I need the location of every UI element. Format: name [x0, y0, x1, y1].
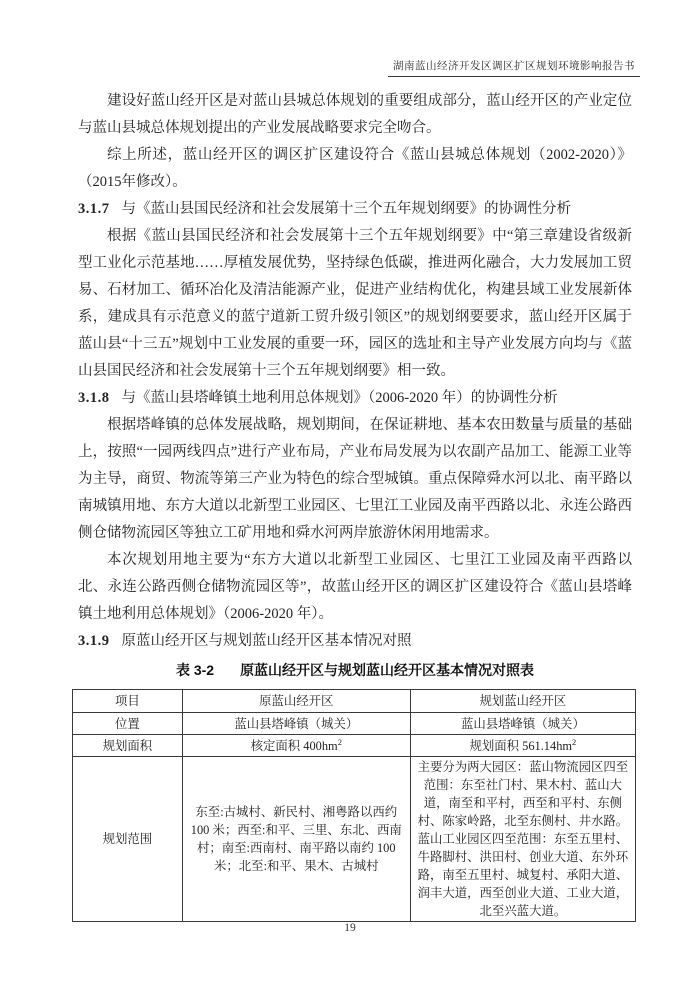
- section-heading-3-1-8: [78, 385, 632, 412]
- section-heading-3-1-7: [78, 196, 632, 223]
- section-number: 3.1.9: [78, 633, 110, 649]
- comparison-table: [72, 689, 636, 922]
- location-original: 蓝山县塔峰镇（城关）: [182, 713, 410, 735]
- row-label: 规划面积: [73, 735, 183, 757]
- table-row-area: [73, 735, 636, 757]
- row-label: 位置: [73, 713, 183, 735]
- table-caption: [78, 657, 632, 683]
- paragraph-fit-with-city-plan: 建设好蓝山经开区是对蓝山县城总体规划的重要组成部分，蓝山经开区的产业定位与蓝山县城总体规划提出的产业发展战略要求完全吻合。: [78, 93, 632, 136]
- paragraph-conclusion-city-plan: 综上所述，蓝山经开区的调区扩区建设符合《蓝山县城总体规划（2002-2020）》（2015年修改）。: [78, 147, 632, 190]
- section-number: 3.1.8: [78, 390, 110, 406]
- paragraph-land-use-conclusion: 本次规划用地主要为“东方大道以北新型工业园区、七里江工业园及南平西路以北、永连公路西侧仓储物流园区等”，故蓝山经开区的调区扩区建设符合《蓝山县塔峰镇土地利用总体规划》（2006-2020 年）。: [78, 552, 632, 622]
- scope-original: 东至:古城村、新民村、湘粤路以西约 100 米；西至:和平、三里、东北、西南村；南至:西南村、南平路以南约 100 米；北至:和平、果木、古城村: [182, 757, 410, 922]
- section-number: 3.1.7: [78, 201, 110, 217]
- section-title: 与《蓝山县国民经济和社会发展第十三个五年规划纲要》的协调性分析: [121, 201, 571, 217]
- section-title: 原蓝山经开区与规划蓝山经开区基本情况对照: [121, 633, 412, 649]
- scope-planned: 主要分为两大园区：蓝山物流园区四至范围：东至社门村、果木村、蓝山大道，南至和平村，西至和平村、东侧村、陈家岭路，北至东侧村、井水路。蓝山工业园区四至范围：东至五里村、牛路脚村、洪田村、创业大道、东外环路，南至五里村、城复村、承阳大道、润丰大道，西至创业大道、工业大道，北至兴蓝大道。: [410, 757, 635, 922]
- page-number: 19: [344, 922, 356, 934]
- running-header: 湖南蓝山经济开发区调区扩区规划环境影响报告书: [388, 58, 640, 77]
- area-original-superscript: 2: [337, 736, 342, 747]
- column-header-planned-zone: 规划蓝山经开区: [410, 690, 635, 713]
- row-label: 规划范围: [73, 757, 183, 922]
- paragraph-five-year-plan-analysis: 根据《蓝山县国民经济和社会发展第十三个五年规划纲要》中“第三章建设省级新型工业化示范基地……厚植发展优势，坚持绿色低碳，推进两化融合，大力发展加工贸易、石材加工、循环冶化及清洁能源产业，促进产业结构优化，构建县域工业发展新体系，建成具有示范意义的蓝宁道新工贸升级引领区”的规划纲要要求，蓝山经开区属于蓝山县“十三五”规划中工业发展的重要一环，园区的选址和主导产业发展方向均与《蓝山县国民经济和社会发展第十三个五年规划纲要》相一致。: [78, 228, 632, 379]
- area-planned-superscript: 2: [572, 736, 577, 747]
- table-caption-title: 原蓝山经开区与规划蓝山经开区基本情况对照表: [240, 662, 535, 678]
- area-original-value: 核定面积 400hm: [250, 738, 338, 753]
- location-planned: 蓝山县塔峰镇（城关）: [410, 713, 635, 735]
- table-caption-label: 表 3-2: [175, 662, 215, 678]
- column-header-item: 项目: [73, 690, 183, 713]
- table-row-location: [73, 713, 636, 735]
- table-header-row: [73, 690, 636, 713]
- section-heading-3-1-9: [78, 628, 632, 655]
- page-body: [78, 88, 632, 922]
- area-original: [182, 735, 410, 757]
- section-title: 与《蓝山县塔峰镇土地利用总体规划》（2006-2020 年）的协调性分析: [121, 390, 558, 406]
- area-planned-value: 规划面积 561.14hm: [469, 738, 573, 753]
- area-planned: [410, 735, 635, 757]
- paragraph-land-use-plan-analysis: 根据塔峰镇的总体发展战略，规划期间，在保证耕地、基本农田数量与质量的基础上，按照“一园两线四点”进行产业布局，产业布局发展为以农副产品加工、能源工业等为主导，商贸、物流等第三产业为特色的综合型城镇。重点保障舜水河以北、南平路以南城镇用地、东方大道以北新型工业园区、七里江工业园及南平西路以北、永连公路西侧仓储物流园区等独立工矿用地和舜水河两岸旅游休闲用地需求。: [78, 417, 632, 541]
- column-header-original-zone: 原蓝山经开区: [182, 690, 410, 713]
- table-row-scope: [73, 757, 636, 922]
